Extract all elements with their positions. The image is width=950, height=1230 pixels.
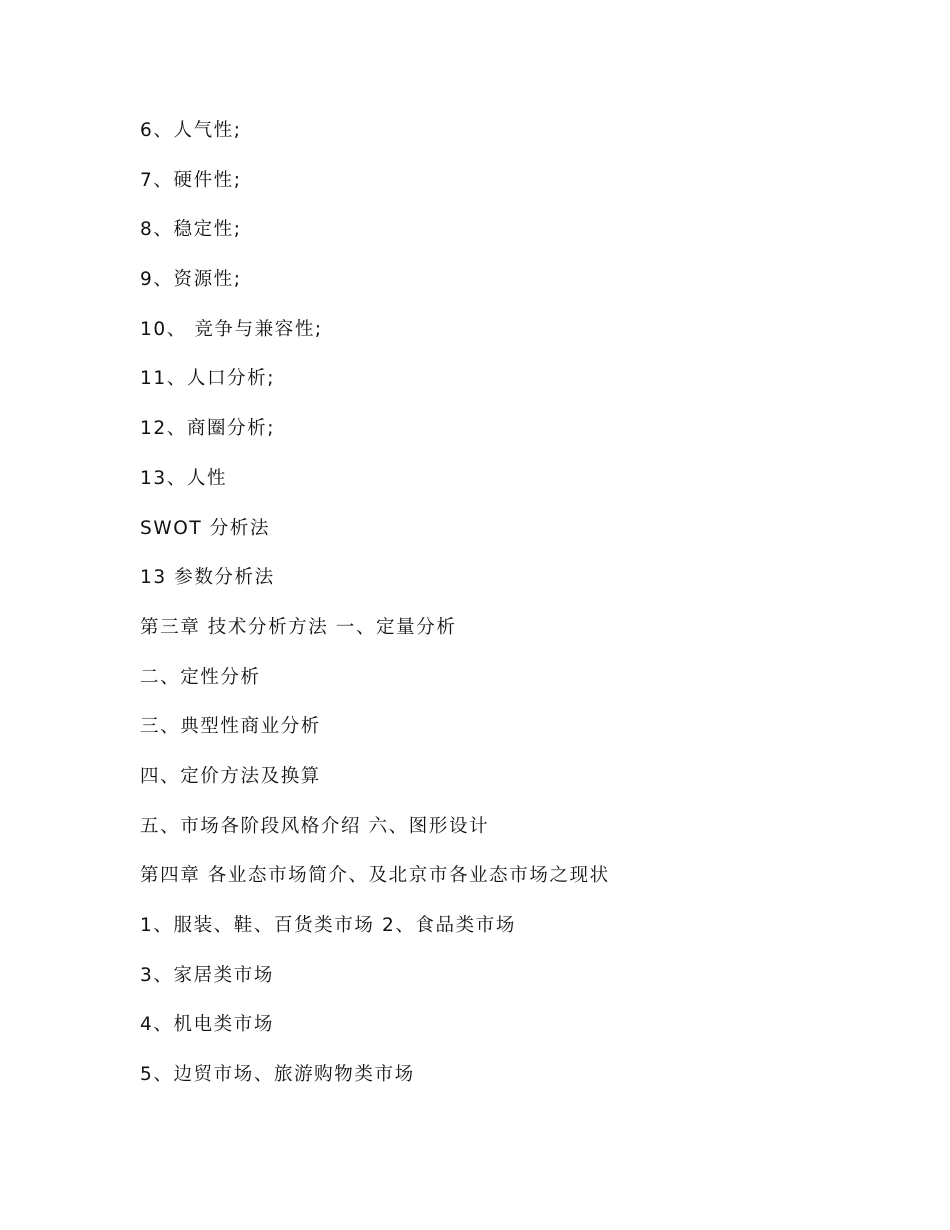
outline-line: 三、典型性商业分析	[140, 716, 321, 738]
outline-line: 9、资源性;	[140, 269, 242, 291]
outline-line: SWOT 分析法	[140, 517, 271, 539]
outline-line: 1、服装、鞋、百货类市场 2、食品类市场	[140, 915, 516, 936]
chapter-heading: 第四章 各业态市场简介、及北京市各业态市场之现状	[140, 865, 610, 887]
outline-line: 3、家居类市场	[140, 964, 274, 986]
outline-line: 6、人气性;	[140, 120, 242, 141]
outline-line: 8、稳定性;	[140, 219, 242, 241]
chapter-heading: 第三章 技术分析方法 一、定量分析	[140, 616, 457, 638]
outline-line: 10、 竞争与兼容性;	[140, 318, 323, 340]
outline-line: 7、硬件性;	[140, 169, 242, 191]
outline-line: 五、市场各阶段风格介绍 六、图形设计	[140, 815, 490, 837]
outline-list	[140, 118, 610, 1112]
outline-line: 4、机电类市场	[140, 1014, 274, 1036]
outline-line: 13、人性	[140, 467, 228, 489]
outline-line: 12、商圈分析;	[140, 418, 276, 440]
outline-line: 13 参数分析法	[140, 567, 275, 589]
outline-line: 5、边贸市场、旅游购物类市场	[140, 1064, 415, 1086]
outline-line: 二、定性分析	[140, 666, 261, 688]
outline-line: 11、人口分析;	[140, 368, 276, 390]
outline-line: 四、定价方法及换算	[140, 765, 321, 787]
